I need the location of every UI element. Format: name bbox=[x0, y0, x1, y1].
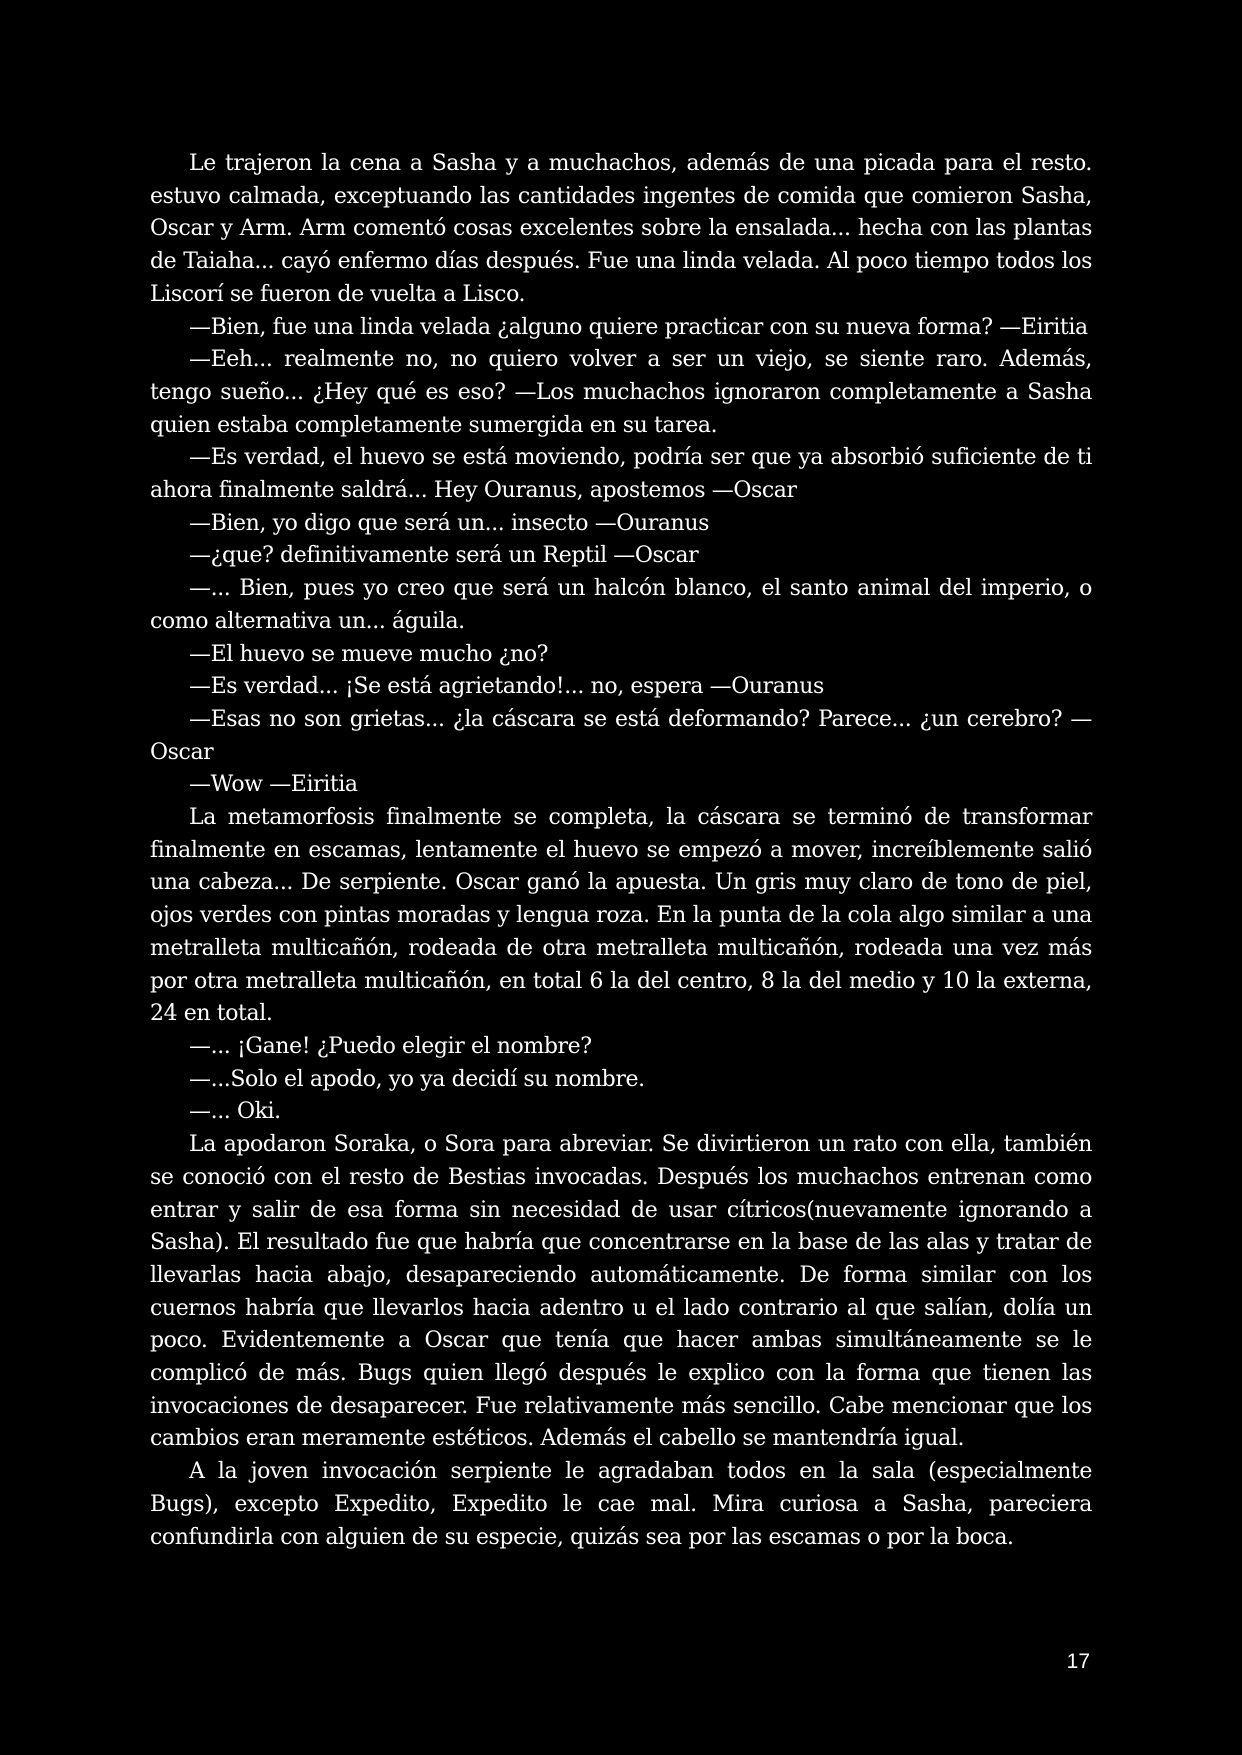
paragraph: —Bien, yo digo que será un... insecto —Ouranus bbox=[189, 510, 709, 536]
paragraph: —... ¡Gane! ¿Puedo elegir el nombre? bbox=[189, 1033, 592, 1059]
body-text bbox=[150, 148, 1092, 1554]
paragraph: La metamorfosis finalmente se completa, la cáscara se terminó de transformar finalmente en escamas, lentamente el huevo se empezó a mover, increíblemente salió una cabeza... De serpiente. Oscar ganó la apuesta. Un gris muy claro de tono de piel, ojos verdes con pintas moradas y lengua roza. En la punta de la cola algo similar a una metralleta multicañón, rodeada de otra metralleta multicañón, rodeada una vez más por otra metralleta multicañón, en total 6 la del centro, 8 la del medio y 10 la externa, 24 en total. bbox=[150, 805, 1092, 1027]
paragraph: —Bien, fue una linda velada ¿alguno quiere practicar con su nueva forma? —Eiritia bbox=[189, 314, 1088, 340]
paragraph: La apodaron Soraka, o Sora para abreviar. Se divirtieron un rato con ella, también se conoció con el resto de Bestias invocadas. Después los muchachos entrenan como entrar y salir de esa forma sin necesidad de usar cítricos(nuevamente ignorando a Sasha). El resultado fue que habría que concentrarse en la base de las alas y tratar de llevarlas hacia abajo, desapareciendo automáticamente. De forma similar con los cuernos habría que llevarlos hacia adentro u el lado contrario al que salían, dolía un poco. Evidentemente a Oscar que tenía que hacer ambas simultáneamente se le complicó de más. Bugs quien llegó después le explico con la forma que tienen las invocaciones de desaparecer. Fue relativamente más sencillo. Cabe mencionar que los cambios eran meramente estéticos. Además el cabello se mantendría igual. bbox=[150, 1132, 1092, 1452]
paragraph: —Wow —Eiritia bbox=[189, 772, 358, 798]
paragraph: —Eeh... realmente no, no quiero volver a ser un viejo, se siente raro. Además, tengo sueño... ¿Hey qué es eso? —Los muchachos ignoraron completamente a Sasha quien estaba completamente sumergida en su tarea. bbox=[150, 347, 1092, 438]
paragraph: —Es verdad, el huevo se está moviendo, podría ser que ya absorbió suficiente de ti ahora finalmente saldrá... Hey Ouranus, apostemos —Oscar bbox=[150, 445, 1092, 504]
paragraph: —... Bien, pues yo creo que será un halcón blanco, el santo animal del imperio, o como alternativa un... águila. bbox=[150, 576, 1092, 634]
paragraph: —El huevo se mueve mucho ¿no? bbox=[189, 641, 549, 667]
paragraph: —Es verdad... ¡Se está agrietando!... no, espera —Ouranus bbox=[189, 674, 824, 700]
paragraph: —... Oki. bbox=[189, 1099, 281, 1125]
paragraph: Le trajeron la cena a Sasha y a muchachos, además de una picada para el resto. estuvo calmada, exceptuando las cantidades ingentes de comida que comieron Sasha, Oscar y Arm. Arm comentó cosas excelentes sobre la ensalada... hecha con las plantas de Taiaha... cayó enfermo días después. Fue una linda velada. Al poco tiempo todos los Liscorí se fueron de vuelta a Lisco. bbox=[150, 151, 1092, 307]
paragraph: —Esas no son grietas... ¿la cáscara se está deformando? Parece... ¿un cerebro? —Oscar bbox=[150, 706, 1092, 765]
paragraph: —¿que? definitivamente será un Reptil —Oscar bbox=[189, 543, 699, 569]
paragraph: A la joven invocación serpiente le agradaban todos en la sala (especialmente Bugs), excepto Expedito, Expedito le cae mal. Mira curiosa a Sasha, pareciera confundirla con alguien de su especie, quizás sea por las escamas o por la boca. bbox=[150, 1459, 1092, 1550]
page-number: 17 bbox=[1066, 1650, 1090, 1673]
paragraph: —...Solo el apodo, yo ya decidí su nombre. bbox=[189, 1066, 645, 1092]
